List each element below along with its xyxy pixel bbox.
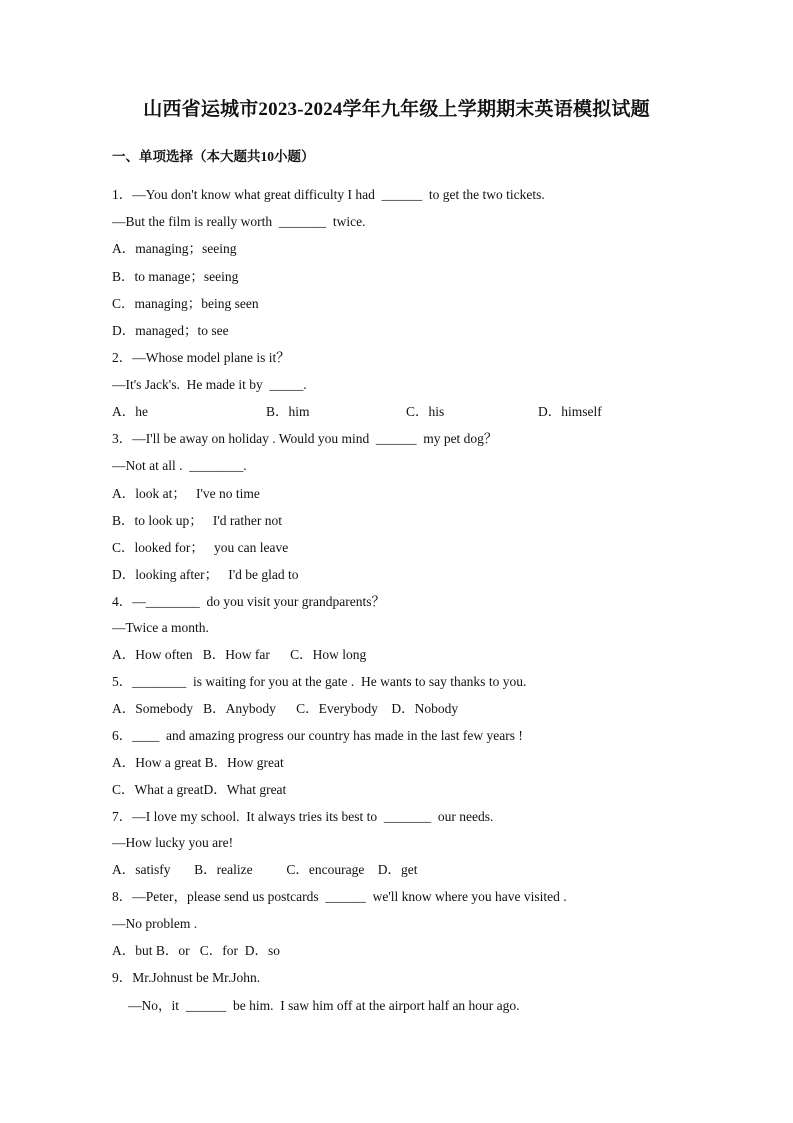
q1-line2: —But the film is really worth _______ twice. [112, 214, 366, 229]
page-title: 山西省运城市2023-2024学年九年级上学期期末英语模拟试题 [143, 99, 650, 120]
q6-stem: 6．____ and amazing progress our country has made in the last few years ! [112, 728, 523, 743]
q1-option-a: A．managing；seeing [112, 241, 237, 256]
q5-stem: 5．________ is waiting for you at the gate . He wants to say thanks to you. [112, 674, 527, 689]
q3-line2: —Not at all . ________. [112, 458, 247, 473]
q2-option-d: D．himself [538, 404, 602, 419]
q2-stem: 2．—Whose model plane is it？ [112, 350, 290, 365]
q1-option-d: D．managed；to see [112, 323, 229, 338]
q2-option-c: C．his [406, 404, 445, 419]
q9-line2: —No，it ______ be him. I saw him off at the airport half an hour ago. [128, 998, 520, 1013]
q4-stem: 4．—________ do you visit your grandparents？ [112, 594, 385, 609]
q3-option-c: C．looked for； you can leave [112, 540, 289, 555]
q3-option-a: A．look at； I've no time [112, 486, 260, 501]
q6-options-ab: A．How a great B．How great [112, 755, 284, 770]
q3-option-b: B．to look up； I'd rather not [112, 513, 283, 528]
q7-stem: 7．—I love my school. It always tries its best to _______ our needs. [112, 809, 494, 824]
q5-options: A．Somebody B．Anybody C．Everybody D．Nobody [112, 701, 459, 716]
section-heading: 一、单项选择（本大题共10小题） [112, 149, 315, 164]
q4-options: A．How often B．How far C．How long [112, 647, 367, 662]
q7-line2: —How lucky you are! [112, 835, 234, 850]
q1-option-b: B．to manage；seeing [112, 269, 239, 284]
q1-stem: 1．—You don't know what great difficulty I had ______ to get the two tickets. [112, 187, 545, 202]
q9-stem: 9．Mr.Johnust be Mr.John. [112, 970, 261, 985]
q8-options: A．but B．or C．for D．so [112, 943, 280, 958]
q8-stem: 8．—Peter，please send us postcards ______ we'll know where you have visited . [112, 889, 567, 904]
q6-options-cd: C．What a greatD．What great [112, 782, 287, 797]
q4-line2: —Twice a month. [112, 620, 209, 635]
q7-options: A．satisfy B．realize C．encourage D．get [112, 862, 418, 877]
q2-option-b: B．him [266, 404, 310, 419]
q8-line2: —No problem . [112, 916, 198, 931]
q2-line2: —It's Jack's. He made it by _____. [112, 377, 307, 392]
q1-option-c: C．managing；being seen [112, 296, 259, 311]
q3-stem: 3．—I'll be away on holiday . Would you mind ______ my pet dog？ [112, 431, 498, 446]
q2-option-a: A．he [112, 404, 148, 419]
q3-option-d: D．looking after； I'd be glad to [112, 567, 299, 582]
